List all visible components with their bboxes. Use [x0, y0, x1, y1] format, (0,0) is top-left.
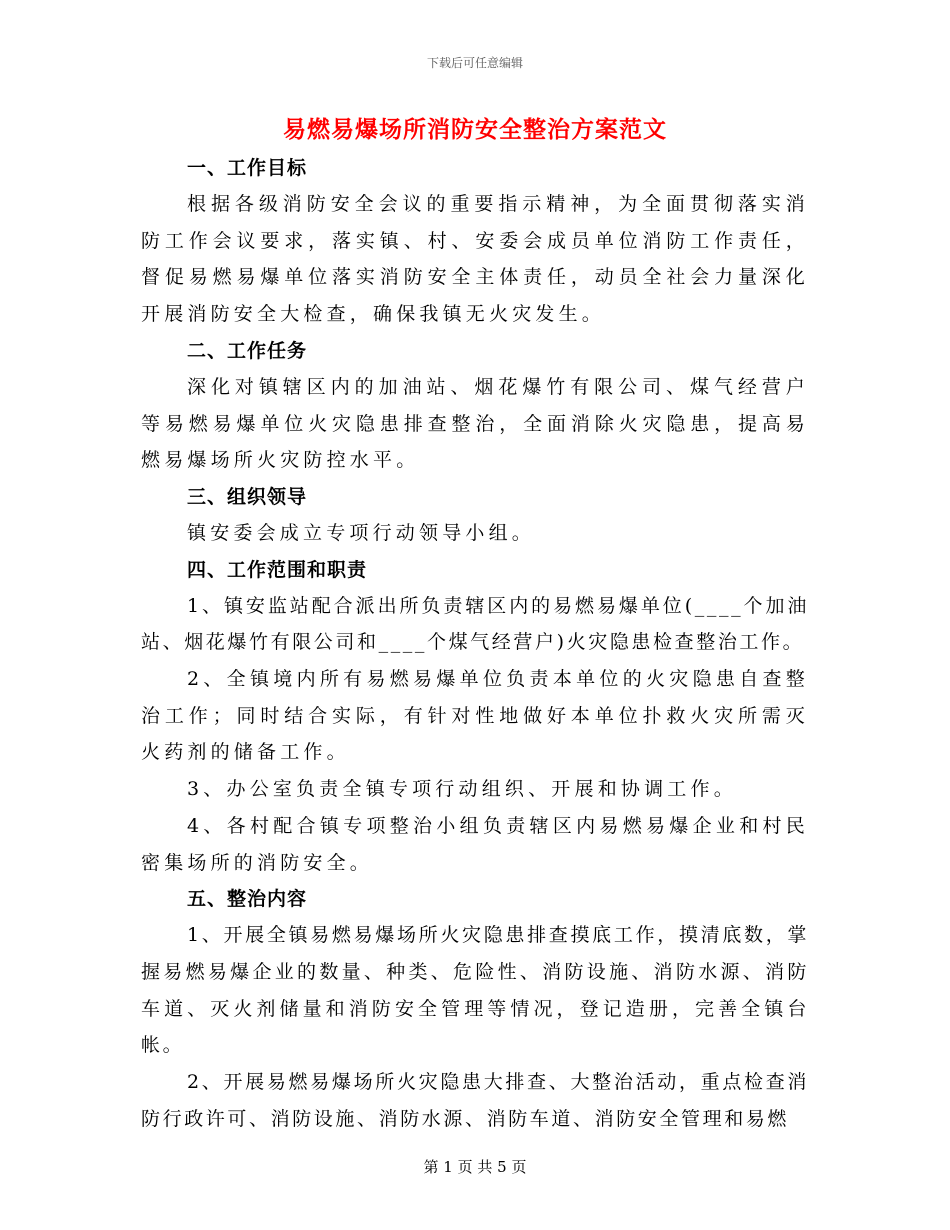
document-body [141, 150, 809, 1137]
section-paragraph: 根据各级消防安全会议的重要指示精神，为全面贯彻落实消防工作会议要求，落实镇、村、安委会成员单位消防工作责任，督促易燃易爆单位落实消防安全主体责任，动员全社会力量深化开展消防安全大检查，确保我镇无火灾发生。 [141, 193, 809, 326]
section-goals [141, 150, 809, 333]
document-title: 易燃易爆场所消防安全整治方案范文 [283, 116, 667, 143]
section-paragraph: 2、全镇境内所有易燃易爆单位负责本单位的火灾隐患自查整治工作；同时结合实际，有针对性地做好本单位扑救火灾所需灭火药剂的储备工作。 [141, 668, 809, 764]
section-paragraph: 1、镇安监站配合派出所负责辖区内的易燃易爆单位(____个加油站、烟花爆竹有限公司和____个煤气经营户)火灾隐患检查整治工作。 [141, 594, 809, 654]
section-heading: 三、组织领导 [187, 485, 308, 508]
section-heading: 五、整治内容 [187, 888, 308, 911]
section-tasks [141, 333, 809, 479]
section-paragraph: 2、开展易燃易爆场所火灾隐患大排查、大整治活动，重点检查消防行政许可、消防设施、消防水源、消防车道、消防安全管理和易燃 [141, 1071, 809, 1130]
section-heading: 四、工作范围和职责 [187, 558, 368, 581]
page-number: 第 1 页 共 5 页 [423, 1158, 527, 1176]
section-heading: 二、工作任务 [187, 339, 308, 362]
section-scope [141, 552, 809, 882]
section-content [141, 881, 809, 1137]
section-paragraph: 1、开展全镇易燃易爆场所火灾隐患排查摸底工作，摸清底数，掌握易燃易爆企业的数量、种类、危险性、消防设施、消防水源、消防车道、灭火剂储量和消防安全管理等情况，登记造册，完善全镇台帐。 [141, 924, 809, 1057]
section-paragraph: 深化对镇辖区内的加油站、烟花爆竹有限公司、煤气经营户等易燃易爆单位火灾隐患排查整治，全面消除火灾隐患，提高易燃易爆场所火灾防控水平。 [141, 375, 809, 472]
section-paragraph: 镇安委会成立专项行动领导小组。 [187, 521, 536, 544]
section-paragraph: 3、办公室负责全镇专项行动组织、开展和协调工作。 [187, 778, 737, 801]
section-paragraph: 4、各村配合镇专项整治小组负责辖区内易燃易爆企业和村民密集场所的消防安全。 [141, 814, 809, 874]
section-leadership [141, 479, 809, 552]
header-note: 下载后可任意编辑 [426, 56, 523, 70]
section-heading: 一、工作目标 [187, 157, 308, 179]
